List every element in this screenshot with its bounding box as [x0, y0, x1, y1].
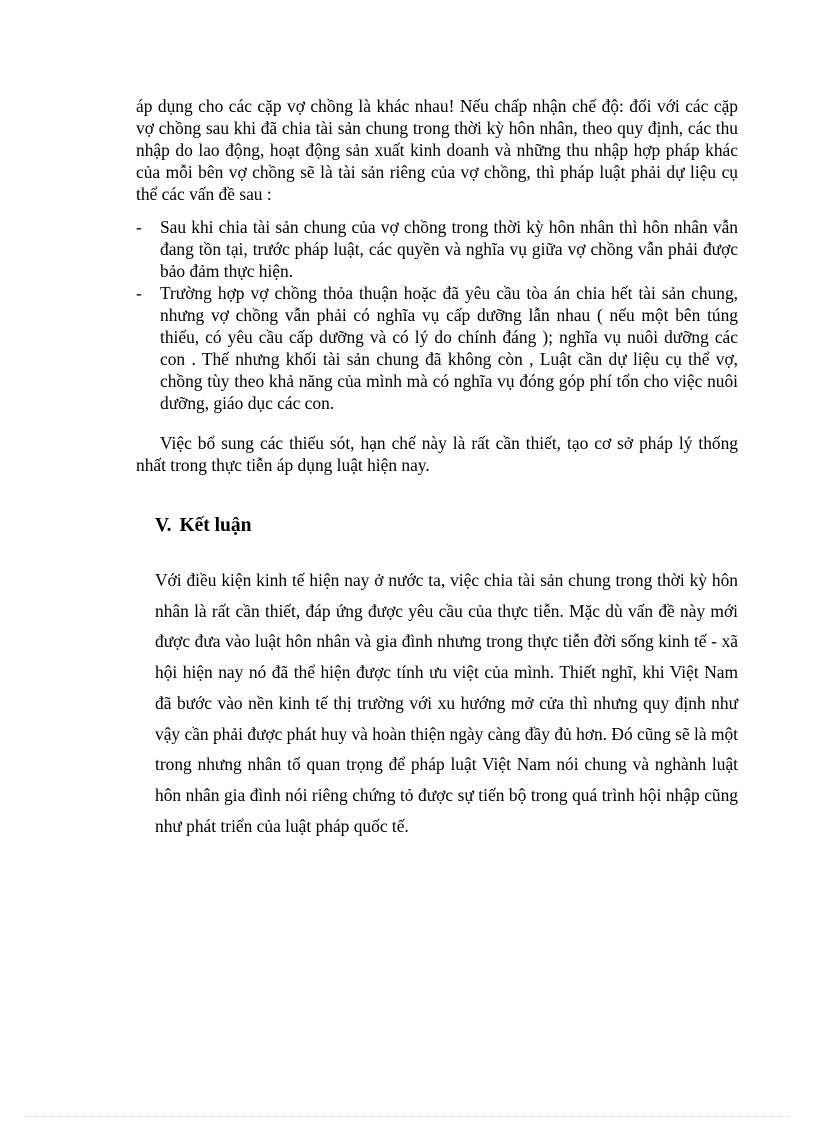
bullet-marker: -: [136, 283, 142, 303]
bullet-text: Sau khi chia tài sản chung của vợ chồng trong thời kỳ hôn nhân thì hôn nhân vẫn đang tồn tại, trước pháp luật, các quyền và nghĩa vụ giữa vợ chồng vẫn phải được bảo đảm thực hiện.: [160, 217, 738, 281]
paragraph-conclusion: Với điều kiện kinh tế hiện nay ở nước ta, việc chia tài sản chung trong thời kỳ hôn nhân là rất cần thiết, đáp ứng được yêu cầu của thực tiễn. Mặc dù vấn đề này mới được đưa vào luật hôn nhân và gia đình nhưng trong thực tiễn đời sống kinh tế - xã hội hiện nay nó đã thể hiện được tính ưu việt của mình. Thiết nghĩ, khi Việt Nam đã bước vào nền kinh tế thị trường với xu hướng mở cửa thì nhưng quy định như vậy cần phải được phát huy và hoàn thiện ngày càng đầy đủ hơn. Đó cũng sẽ là một trong nhưng nhân tố quan trọng để pháp luật Việt Nam nói chung và nghành luật hôn nhân gia đình nói riêng chứng tỏ được sự tiến bộ trong quá trình hội nhập cũng như phát triển của luật pháp quốc tế.: [155, 570, 738, 836]
bullet-item: [136, 216, 738, 282]
paragraph-summary: Việc bổ sung các thiếu sót, hạn chế này là rất cần thiết, tạo cơ sở pháp lý thống nhất trong thực tiễn áp dụng luật hiện nay.: [136, 433, 738, 475]
bullet-list-2: [136, 282, 738, 414]
bullet-marker: -: [136, 217, 142, 237]
paragraph-intro: áp dụng cho các cặp vợ chồng là khác nhau! Nếu chấp nhận chế độ: đối với các cặp vợ chồng sau khi đã chia tài sản chung trong thời kỳ hôn nhân, theo quy định, các thu nhập do lao động, hoạt động sản xuất kinh doanh và những thu nhập hợp pháp khác của mỗi bên vợ chồng sẽ là tài sản riêng của vợ chồng, thì pháp luật phải dự liệu cụ thể các vấn đề sau :: [136, 96, 738, 204]
section-title: Kết luận: [179, 515, 252, 536]
section-number: V.: [155, 515, 172, 536]
section-heading: [155, 513, 252, 539]
page-bottom-divider: [26, 1116, 790, 1117]
bullet-item: [136, 282, 738, 414]
bullet-text: Trường hợp vợ chồng thỏa thuận hoặc đã yêu cầu tòa án chia hết tài sản chung, nhưng vợ chồng vẫn phải có nghĩa vụ cấp dưỡng lẫn nhau ( nếu một bên túng thiếu, có yêu cầu cấp dưỡng và có lý do chính đáng ); nghĩa vụ nuôi dưỡng các con . Thế nhưng khối tài sản chung đã không còn , Luật cần dự liệu cụ thể vợ, chồng tùy theo khả năng của mình mà có nghĩa vụ đóng góp phí tổn cho việc nuôi dưỡng, giáo dục các con.: [160, 283, 738, 413]
bullet-list-1: [136, 216, 738, 282]
